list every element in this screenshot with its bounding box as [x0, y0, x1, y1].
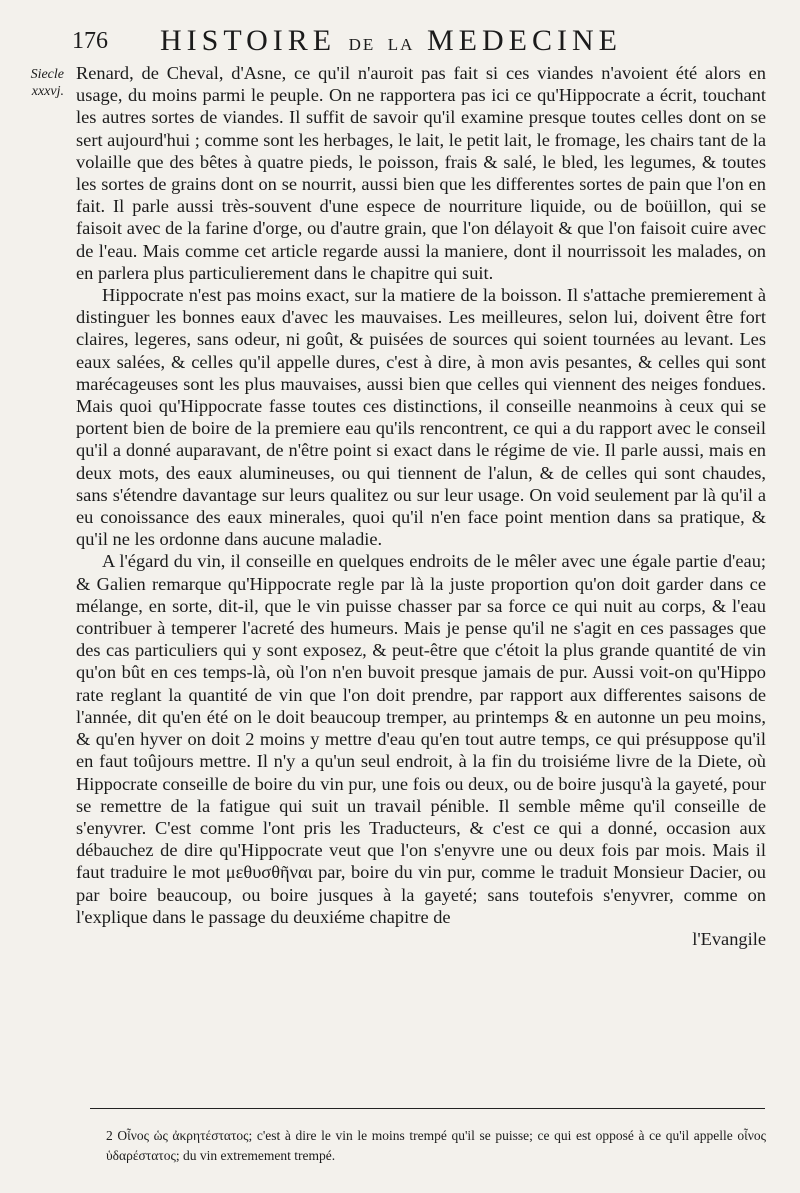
paragraph-2: Hippocrate n'est pas moins exact, sur la matiere de la boisson. Il s'attache premierement à distinguer les bonnes eaux d'avec les mauvaises. Les meilleures, selon lui, doivent être fort claires, legeres, sans odeur, ni goût, & puisées de sources qui soient tournées au levant. Les eaux salées, & celles qu'il appelle dures, c'est à dire, à mon avis pesantes, & celles qui sont marécageuses sont les plus mauvaises, aussi bien que celles qui viennent des neiges fondues. Mais quoi qu'Hippocrate fasse toutes ces distinctions, il conseille neanmoins à ceux qui se portent bien de boire de la premiere eau qu'ils rencontrent, ce qui a du rapport avec le conseil qu'il a donné auparavant, de n'être point si exact dans le régime de vie. Il parle aussi, mais en deux mots, des eaux alumineuses, ou qui tiennent de l'alun, & de celles qui sont chaudes, sans s'étendre davantage sur leurs qualitez ou sur leur usage. On void seulement par là qu'il a eu conoissance des eaux minerales, quoi qu'il n'en face point mention dans sa pratique, & qu'il ne les ordonne dans aucune maladie.: [76, 285, 766, 550]
margin-note: Siecle xxxvj.: [30, 67, 64, 99]
running-head-histoire: HISTOIRE: [160, 24, 337, 57]
running-head-medecine: MEDECINE: [426, 24, 622, 57]
running-head-la: LA: [387, 35, 415, 54]
footnote: 2 Οἶνος ὡς ἀκρητέστατος; c'est à dire le vin le moins trempé qu'il se puisse; ce qui est opposé à ce qu'il appelle οἶνος ὑδαρέστατος; du vin extremement trempé.: [106, 1128, 766, 1163]
page-number: 176: [72, 28, 108, 54]
running-head: [160, 24, 622, 58]
running-head-de: DE: [348, 35, 376, 54]
main-text: [76, 62, 766, 950]
paragraph-1: Renard, de Cheval, d'Asne, ce qu'il n'auroit pas fait si ces viandes n'avoient été alors en usage, du moins parmi le peuple. On ne rapportera pas ici ce qu'Hippocrate a écrit, touchant les autres sortes de viandes. Il suffit de savoir qu'il examine presque toutes celles dont on se sert aujourd'hui ; comme sont les herbages, le lait, le petit lait, le fromage, les chairs tant de la volaille que des bêtes à quatre pieds, le poisson, frais & salé, le bled, les legumes, & toutes les sortes de grains dont on se nourrit, aussi bien que les differentes sortes de pain que l'on en fait. Il parle aussi très-souvent d'une espece de nourriture liquide, ou de boüillon, qui se faisoit avec de la farine d'orge, ou d'autre grain, que l'on délayoit & que l'on faisoit cuire avec de l'eau. Mais comme cet article regarde aussi la maniere, dont il nourrissoit les malades, on en parlera plus particulierement dans le chapitre qui suit.: [76, 63, 766, 283]
catchword: l'Evangile: [692, 928, 766, 949]
paragraph-3: A l'égard du vin, il conseille en quelques endroits de le mêler avec une égale partie d'eau; & Galien remarque qu'Hippocrate regle par là la juste proportion qu'on doit garder dans ce mélange, en sorte, dit-il, que le vin puisse chasser par sa force ce qui nuit au corps, & l'eau contribuer à temperer l'acreté des humeurs. Mais je pense qu'il ne s'agit en ces passages que des cas particuliers qui y sont exposez, & peut-être que c'étoit la plus grande quantité de vin qu'on bût en ces temps-là, où l'on n'en buvoit presque jamais de pur. Aussi voit-on qu'Hippo rate reglant la quantité de vin que l'on doit prendre, par rapport aux differentes saisons de l'année, dit qu'en été on le doit beaucoup tremper, au printemps & en autonne un peu moins, & qu'en hyver on doit 2 moins y mettre d'eau qu'en tout autre temps, ce qui présuppose qu'il en faut toûjours mettre. Il n'y a qu'un seul endroit, à la fin du troisiéme livre de la Diete, où Hippocrate conseille de boire du vin pur, une fois ou deux, ou de boire jusqu'à la gayeté, pour se remettre de la fatigue qui suit un travail pénible. Il semble même qu'il conseille de s'enyvrer. C'est comme l'ont pris les Traducteurs, & c'est ce qui a donné, occasion aux débauchez de dire qu'Hippocrate veut que l'on s'enyvre une ou deux fois par mois. Mais il faut traduire le mot μεθυσθῆναι par, boire du vin pur, comme le traduit Monsieur Dacier, ou par boire beaucoup, ou boire jusques à la gayeté; sans toutefois s'enyvrer, comme on l'explique dans le passage du deuxiéme chapitre de: [76, 551, 766, 927]
footnote-rule: [90, 1108, 765, 1109]
